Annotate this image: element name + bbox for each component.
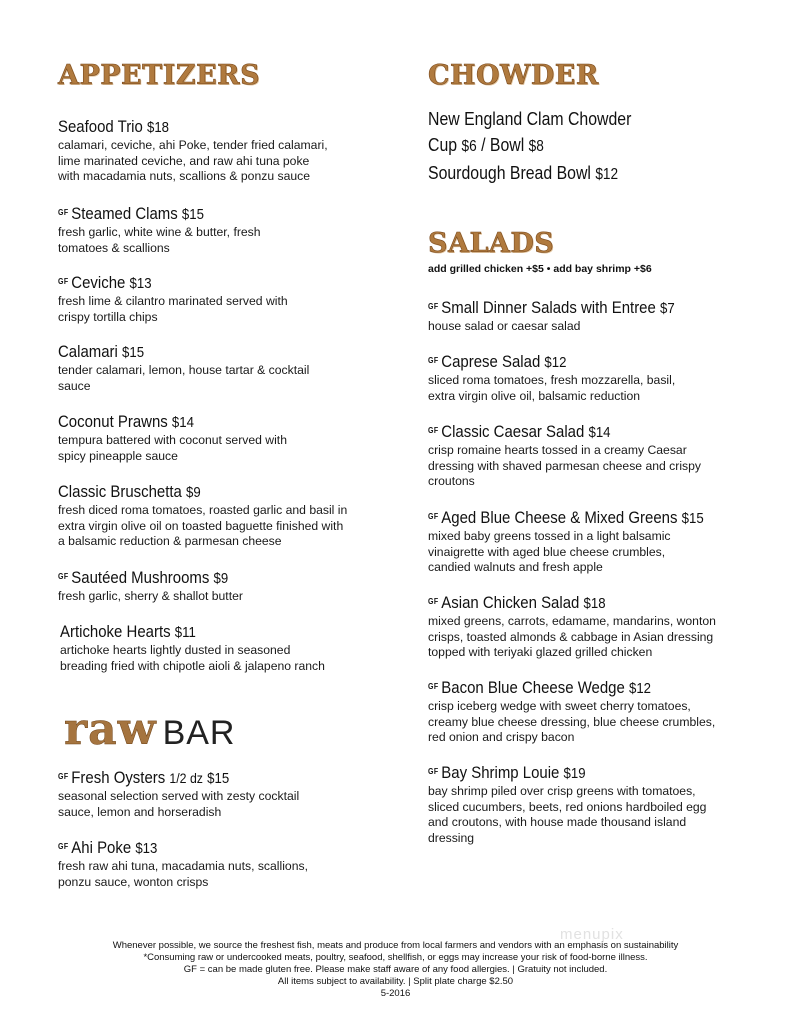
gluten-free-badge: GF [428,512,439,521]
item-quantity: 1/2 dz [169,770,203,786]
menu-item-steamed-clams [58,203,261,256]
item-description: fresh garlic, sherry & shallot butter [58,589,243,603]
item-price: $13 [135,840,158,857]
item-description: crisp iceberg wedge with sweet cherry tomatoes, creamy blue cheese dressing, blue cheese crumbles, red onion and crispy bacon [428,699,716,744]
item-description: fresh lime & cilantro marinated served with crispy tortilla chips [58,294,288,324]
gluten-free-badge: GF [58,842,69,851]
footer-line: GF = can be made gluten free. Please make staff aware of any food allergies. | Gratuity not included. [183,964,608,975]
footer-line: 5-2016 [380,988,411,999]
item-name: Sautéed Mushrooms [71,568,210,587]
gluten-free-badge: GF [428,426,439,435]
item-price: $12 [544,354,567,371]
appetizers-heading: APPETIZERS [58,60,261,91]
item-name: Ceviche [71,273,126,292]
menu-item-ceviche [58,272,288,325]
gluten-free-badge: GF [428,767,439,776]
item-price: $9 [213,570,229,587]
item-price: $19 [563,765,586,782]
chowder-cup-bowl: Cup $6 / Bowl $8 [428,135,544,155]
gluten-free-badge: GF [428,302,439,311]
chowder-name: New England Clam Chowder [428,109,632,129]
item-price: $7 [659,300,675,317]
item-name: Coconut Prawns [58,412,168,431]
item-name: Bacon Blue Cheese Wedge [441,678,625,697]
menu-item-ahi-poke [58,837,308,890]
item-name: Calamari [58,342,118,361]
item-description: crisp romaine hearts tossed in a creamy Caesar dressing with shaved parmesan cheese and crispy croutons [428,443,702,488]
item-name: Steamed Clams [71,204,178,223]
item-name: Artichoke Hearts [60,622,171,641]
item-name: Ahi Poke [71,838,132,857]
item-name: Asian Chicken Salad [441,593,580,612]
item-price: $15 [681,510,704,527]
salad-addons-note: add grilled chicken +$5 • add bay shrimp +$6 [428,263,652,275]
menu-item-fresh-oysters [58,767,299,820]
menu-item-coconut-prawns [58,412,287,464]
item-name: Caprese Salad [441,352,541,371]
footer-line: *Consuming raw or undercooked meats, poultry, seafood, shellfish, or eggs may increase your risk of food-borne illness. [143,952,648,963]
item-description: house salad or caesar salad [428,319,581,333]
gluten-free-badge: GF [428,356,439,365]
salads-heading: SALADS [428,228,555,259]
item-description: bay shrimp piled over crisp greens with tomatoes, sliced cucumbers, beets, red onions hardboiled egg and croutons, with house made thousand island dressing [428,784,707,845]
menu-item-asian-chicken-salad [428,592,716,661]
item-price: $14 [171,414,194,431]
menu-item-seafood-trio [58,117,328,185]
footer-line: All items subject to availability. | Split plate charge $2.50 [277,976,514,987]
menu-item-classic-caesar-salad [428,421,701,490]
menu-item-bay-shrimp-louie [428,762,706,846]
item-price: $14 [588,424,611,441]
gluten-free-badge: GF [58,208,69,217]
item-price: $13 [129,275,152,292]
gluten-free-badge: GF [58,277,69,286]
item-name: Small Dinner Salads with Entree [441,298,656,317]
item-description: mixed baby greens tossed in a light balsamic vinaigrette with aged blue cheese crumbles, candied walnuts and fresh apple [428,529,671,574]
item-description: fresh raw ahi tuna, macadamia nuts, scallions, ponzu sauce, wonton crisps [58,859,308,889]
menu-item-artichoke-hearts [60,622,325,674]
watermark: menupix [560,926,624,943]
item-price: $15 [181,206,204,223]
item-description: artichoke hearts lightly dusted in seasoned breading fried with chipotle aioli & jalapeno ranch [60,643,325,673]
item-name: Classic Bruschetta [58,482,182,501]
item-name: Seafood Trio [58,117,143,136]
item-description: tempura battered with coconut served with spicy pineapple sauce [58,433,287,463]
item-price: $15 [122,344,145,361]
chowder-block [428,106,659,188]
item-price: $11 [174,624,196,641]
item-name: Classic Caesar Salad [441,422,585,441]
menu-item-calamari [58,342,309,394]
item-price: $18 [583,595,606,612]
raw-bar-heading [64,704,236,755]
item-description: mixed greens, carrots, edamame, mandarins, wonton crisps, toasted almonds & cabbage in Asian dressing topped with teriyaki glazed grilled chicken [428,614,716,659]
item-description: tender calamari, lemon, house tartar & cocktail sauce [58,363,310,393]
item-description: calamari, ceviche, ahi Poke, tender fried calamari, lime marinated ceviche, and raw ahi tuna poke with macadamia nuts, scallions & ponzu sauce [58,138,328,183]
menu-item-bacon-blue-cheese-wedge [428,677,715,746]
chowder-bread-bowl: Sourdough Bread Bowl $12 [428,163,619,183]
item-price: $15 [207,770,230,787]
footer-line: Whenever possible, we source the freshest fish, meats and produce from local farmers and vendors with an emphasis on sustainability [112,940,679,951]
gluten-free-badge: GF [428,682,439,691]
footer-notes [0,940,791,1000]
gluten-free-badge: GF [58,572,69,581]
item-description: fresh diced roma tomatoes, roasted garlic and basil in extra virgin olive oil on toasted baguette finished with a balsamic reduction & parmesan cheese [58,503,348,548]
menu-item-sauteed-mushrooms [58,567,251,605]
item-price: $18 [147,119,170,136]
gluten-free-badge: GF [58,772,69,781]
item-price: $12 [628,680,652,697]
menu-item-aged-blue-cheese-greens [428,507,741,576]
item-description: seasonal selection served with zesty cocktail sauce, lemon and horseradish [58,789,300,819]
item-name: Bay Shrimp Louie [441,763,560,782]
item-name: Fresh Oysters [71,768,166,787]
chowder-heading: CHOWDER [428,60,599,91]
item-price: $9 [186,484,201,501]
raw-bar-caps-word: BAR [162,714,236,752]
menu-item-classic-bruschetta [58,482,347,550]
raw-bar-script-word: raw [64,704,157,755]
menu-item-small-dinner-salads [428,297,708,335]
item-description: sliced roma tomatoes, fresh mozzarella, basil, extra virgin olive oil, balsamic reduction [428,373,676,403]
menu-item-caprese-salad [428,351,675,404]
item-description: fresh garlic, white wine & butter, fresh tomatoes & scallions [58,225,261,255]
item-name: Aged Blue Cheese & Mixed Greens [441,508,678,527]
gluten-free-badge: GF [428,597,439,606]
